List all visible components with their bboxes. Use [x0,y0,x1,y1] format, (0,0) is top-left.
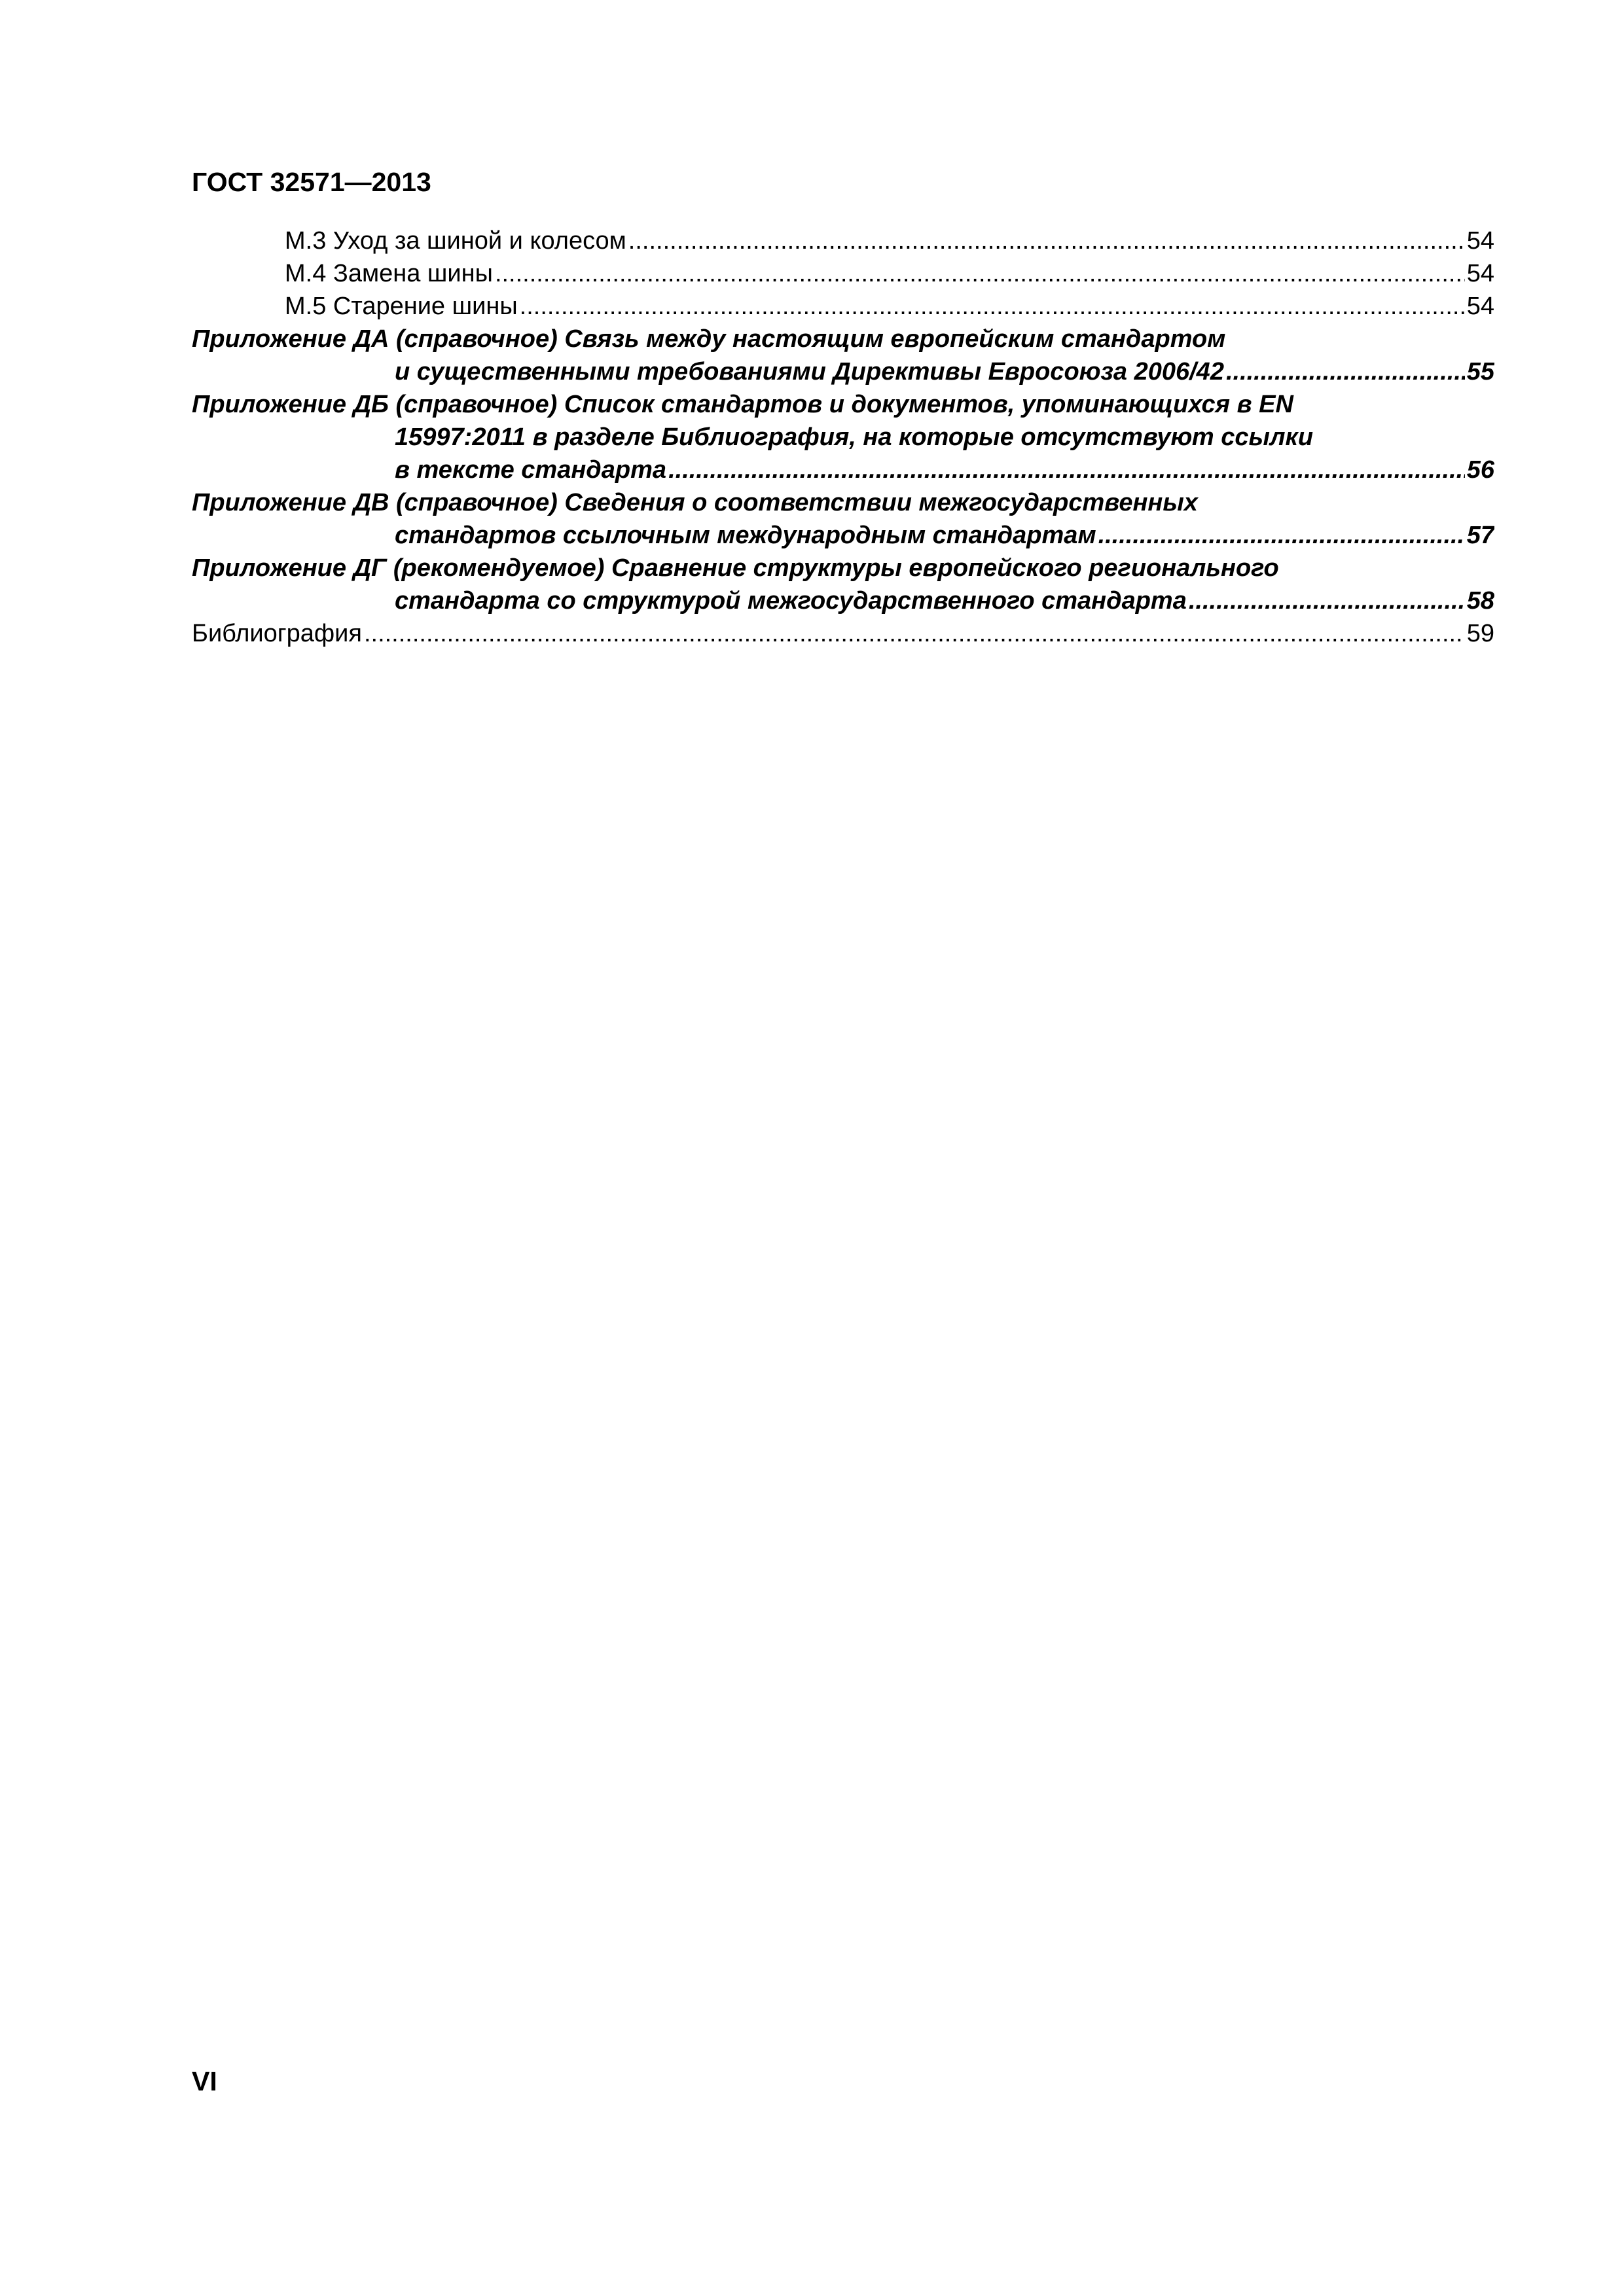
toc-page-number: 55 [1466,358,1494,386]
toc-page-number: 56 [1466,456,1494,484]
toc-entry-title: М.3 Уход за шиной и колесом [285,227,626,255]
toc-entry-appendix-da[interactable] [192,323,1494,388]
page-number: VI [192,2066,217,2096]
toc-entry-title: Библиография [192,620,362,647]
toc-page-number: 59 [1466,620,1494,647]
toc-dot-leader [1098,519,1465,552]
toc-entry-title: М.5 Старение шины [285,293,518,320]
toc-dot-leader [495,257,1465,290]
toc-page-number: 54 [1466,227,1494,255]
toc-dot-leader [364,617,1465,650]
toc-entry-title-line: Приложение ДВ (справочное) Сведения о соответствии межгосударственных [192,489,1198,516]
document-header: ГОСТ 32571—2013 [192,167,431,197]
toc-entry-m5[interactable] [192,290,1494,323]
toc-entry-title-line: Приложение ДГ (рекомендуемое) Сравнение структуры европейского регионального [192,554,1279,582]
toc-page-number: 58 [1466,587,1494,615]
toc-entry-title-line: и существенными требованиями Директивы Евросоюза 2006/42 ..... 55 [192,355,1494,388]
toc-entry-title-line: Приложение ДБ (справочное) Список стандартов и документов, упоминающихся в EN [192,391,1293,418]
toc-entry-m3[interactable] [192,224,1494,257]
toc-entry-title-line: 15997:2011 в разделе Библиография, на которые отсутствуют ссылки [395,423,1314,451]
toc-entry-title-line: в тексте стандарта ..... 56 [192,454,1494,486]
toc-page-number: 57 [1466,522,1494,549]
toc-page-number: 54 [1466,293,1494,320]
toc-dot-leader [1189,584,1465,617]
toc-entry-bibliography[interactable] [192,617,1494,650]
toc-entry-appendix-db[interactable] [192,388,1494,486]
toc-dot-leader [668,454,1465,486]
toc-entry-appendix-dv[interactable] [192,486,1494,552]
toc-entry-appendix-dg[interactable] [192,552,1494,617]
toc-entry-title-line: Приложение ДА (справочное) Связь между настоящим европейским стандартом [192,325,1226,353]
toc-entry-m4[interactable] [192,257,1494,290]
toc-dot-leader [628,224,1465,257]
toc-dot-leader [1226,355,1465,388]
toc-page-number: 54 [1466,260,1494,287]
toc-entry-title-line: стандартов ссылочным международным стандартам ..... 57 [192,519,1494,552]
toc-entry-title-line: стандарта со структурой межгосударственного стандарта ..... 58 [192,584,1494,617]
toc-entry-title: М.4 Замена шины [285,260,493,287]
toc-dot-leader [520,290,1465,323]
table-of-contents [192,224,1494,650]
